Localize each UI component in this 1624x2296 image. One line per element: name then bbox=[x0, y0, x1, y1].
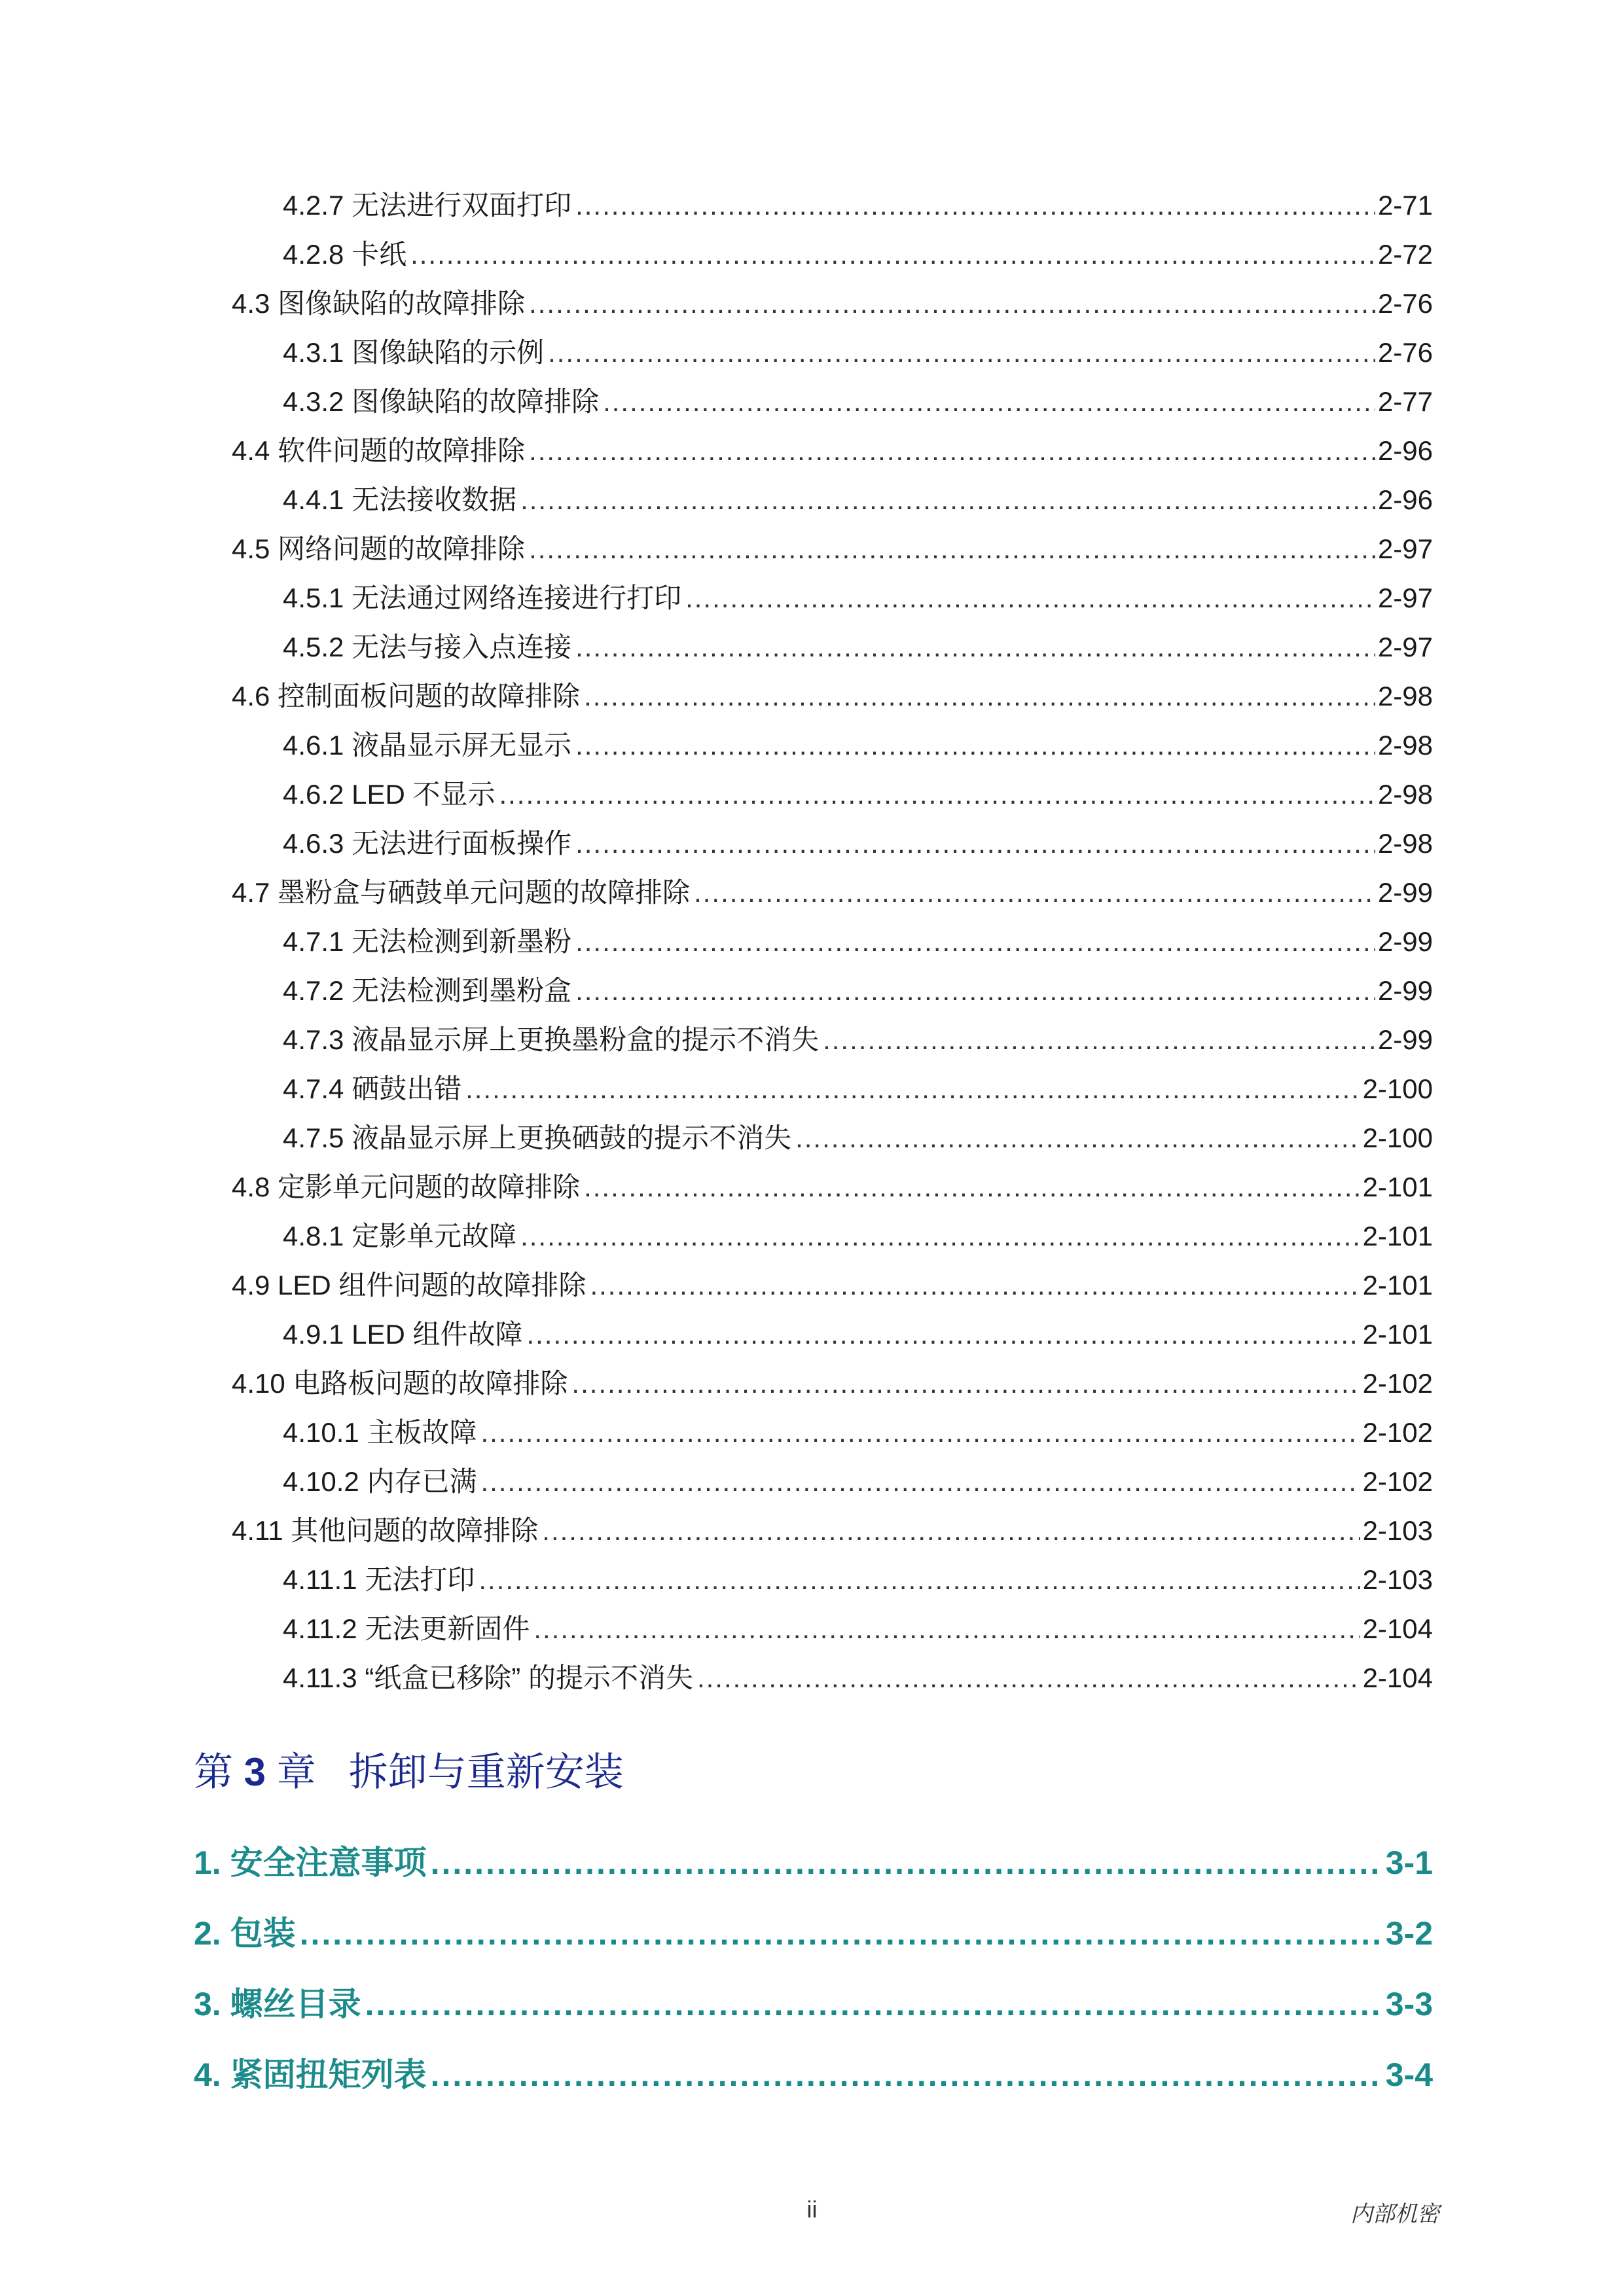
toc-dot-leader bbox=[697, 1657, 1360, 1699]
toc-entry-page: 2-98 bbox=[1377, 681, 1433, 711]
toc-entry-page: 2-103 bbox=[1362, 1564, 1433, 1595]
toc-entry-label: 4.5 网络问题的故障排除 bbox=[232, 533, 526, 564]
toc-entry-label: 4.7.4 硒鼓出错 bbox=[283, 1073, 462, 1104]
toc-dot-leader bbox=[590, 1265, 1360, 1306]
toc-dot-leader bbox=[520, 479, 1375, 521]
chapter-prefix: 第 bbox=[194, 1750, 233, 1794]
toc-dot-leader bbox=[533, 1608, 1360, 1650]
toc-entry-label: 4.6.1 液晶显示屏无显示 bbox=[283, 730, 572, 761]
toc-entry-label: 4.7.3 液晶显示屏上更换墨粉盒的提示不消失 bbox=[283, 1024, 820, 1055]
toc-entry-page: 2-101 bbox=[1362, 1319, 1433, 1350]
toc-entry-page: 2-76 bbox=[1377, 288, 1433, 319]
toc-entry-label: 4.11 其他问题的故障排除 bbox=[232, 1515, 539, 1546]
toc-entry-label: 4.5.2 无法与接入点连接 bbox=[283, 632, 572, 662]
toc-entry[interactable] bbox=[283, 332, 1433, 374]
toc-entry-label: 4.3.1 图像缺陷的示例 bbox=[283, 337, 545, 368]
toc-entry-page: 2-99 bbox=[1377, 975, 1433, 1006]
toc-entry-page: 2-98 bbox=[1377, 828, 1433, 859]
toc-dot-leader bbox=[520, 1215, 1360, 1257]
toc-entry-label: 4.3.2 图像缺陷的故障排除 bbox=[283, 386, 600, 417]
toc-entry-label: 4.7 墨粉盒与硒鼓单元问题的故障排除 bbox=[232, 877, 691, 908]
toc-entry[interactable] bbox=[232, 1265, 1433, 1306]
toc-entry-label: 4.7.1 无法检测到新墨粉 bbox=[283, 926, 572, 957]
toc-entry-label: 4.6 控制面板问题的故障排除 bbox=[232, 681, 581, 711]
toc-entry[interactable] bbox=[283, 921, 1433, 963]
toc-entry-label: 4.2.8 卡纸 bbox=[283, 239, 407, 270]
toc-entry-page: 2-97 bbox=[1377, 533, 1433, 564]
toc-entry[interactable] bbox=[283, 479, 1433, 521]
chapter-heading bbox=[194, 1746, 624, 1799]
toc-entry-page: 2-100 bbox=[1362, 1073, 1433, 1104]
toc-dot-leader bbox=[685, 577, 1375, 619]
toc-entry[interactable] bbox=[283, 185, 1433, 226]
toc-dot-leader bbox=[823, 1019, 1375, 1061]
chapter-title: 拆卸与重新安装 bbox=[348, 1750, 624, 1794]
confidential-label: 内部机密 bbox=[1350, 2201, 1439, 2227]
toc-entry[interactable] bbox=[283, 1068, 1433, 1110]
toc-entry-label: 4.11.2 无法更新固件 bbox=[283, 1613, 530, 1644]
toc-entry-label: 4.6.3 无法进行面板操作 bbox=[283, 828, 572, 859]
toc-dot-leader bbox=[575, 626, 1375, 668]
toc-entry[interactable] bbox=[283, 774, 1433, 816]
chapter-entry-label: 2. 包装 bbox=[194, 1915, 296, 1952]
toc-dot-leader bbox=[575, 185, 1375, 226]
toc-entry[interactable] bbox=[283, 234, 1433, 276]
toc-entry-page: 2-100 bbox=[1362, 1122, 1433, 1153]
toc-entry-label: 4.11.1 无法打印 bbox=[283, 1564, 475, 1595]
toc-dot-leader bbox=[478, 1559, 1360, 1601]
toc-entry[interactable] bbox=[283, 1461, 1433, 1503]
toc-entry-label: 4.4 软件问题的故障排除 bbox=[232, 435, 526, 466]
toc-dot-leader bbox=[548, 332, 1375, 374]
toc-entry-page: 2-101 bbox=[1362, 1221, 1433, 1251]
toc-entry-label: 4.8 定影单元问题的故障排除 bbox=[232, 1172, 581, 1202]
chapter-entry-label: 3. 螺丝目录 bbox=[194, 1986, 361, 2022]
chapter-suffix: 章 bbox=[276, 1750, 316, 1794]
toc-entry[interactable] bbox=[283, 1412, 1433, 1454]
toc-dot-leader bbox=[603, 381, 1375, 423]
chapter-entry-label: 4. 紧固扭矩列表 bbox=[194, 2056, 427, 2093]
toc-entry[interactable] bbox=[283, 577, 1433, 619]
toc-entry-page: 2-101 bbox=[1362, 1172, 1433, 1202]
toc-entry-page: 2-101 bbox=[1362, 1270, 1433, 1300]
toc-entry[interactable] bbox=[283, 626, 1433, 668]
toc-entry-label: 4.8.1 定影单元故障 bbox=[283, 1221, 517, 1251]
toc-entry-page: 2-76 bbox=[1377, 337, 1433, 368]
toc-entry-page: 2-97 bbox=[1377, 583, 1433, 613]
toc-entry-page: 2-102 bbox=[1362, 1368, 1433, 1399]
toc-entry-label: 4.7.5 液晶显示屏上更换硒鼓的提示不消失 bbox=[283, 1122, 792, 1153]
toc-dot-leader bbox=[575, 921, 1375, 963]
toc-entry-page: 2-72 bbox=[1377, 239, 1433, 270]
toc-entry-page: 2-96 bbox=[1377, 484, 1433, 515]
toc-dot-leader bbox=[584, 1166, 1360, 1208]
toc-entry-page: 2-96 bbox=[1377, 435, 1433, 466]
toc-entry-label: 4.4.1 无法接收数据 bbox=[283, 484, 517, 515]
toc-entry[interactable] bbox=[232, 1363, 1433, 1405]
toc-entry[interactable] bbox=[283, 1117, 1433, 1159]
toc-dot-leader bbox=[431, 2049, 1383, 2101]
toc-entry-page: 2-104 bbox=[1362, 1662, 1433, 1693]
toc-entry-label: 4.10 电路板问题的故障排除 bbox=[232, 1368, 568, 1399]
toc-dot-leader bbox=[529, 528, 1375, 570]
toc-entry[interactable] bbox=[232, 528, 1433, 570]
toc-dot-leader bbox=[480, 1412, 1360, 1454]
toc-entry[interactable] bbox=[283, 1657, 1433, 1699]
toc-entry[interactable] bbox=[232, 872, 1433, 914]
toc-entry[interactable] bbox=[232, 430, 1433, 472]
toc-entry[interactable] bbox=[232, 1166, 1433, 1208]
toc-dot-leader bbox=[529, 283, 1375, 325]
toc-entry[interactable] bbox=[283, 725, 1433, 766]
chapter-entry[interactable] bbox=[194, 1978, 1433, 2030]
toc-dot-leader bbox=[584, 675, 1375, 717]
toc-entry-page: 2-103 bbox=[1362, 1515, 1433, 1546]
toc-entry-label: 4.11.3 “纸盒已移除” 的提示不消失 bbox=[283, 1662, 693, 1693]
toc-entry[interactable] bbox=[283, 1608, 1433, 1650]
toc-dot-leader bbox=[499, 774, 1375, 816]
toc-entry[interactable] bbox=[283, 381, 1433, 423]
toc-entry-page: 2-98 bbox=[1377, 779, 1433, 810]
toc-entry-label: 4.2.7 无法进行双面打印 bbox=[283, 190, 572, 221]
toc-entry[interactable] bbox=[232, 283, 1433, 325]
toc-entry[interactable] bbox=[283, 1559, 1433, 1601]
toc-entry-label: 4.9 LED 组件问题的故障排除 bbox=[232, 1270, 586, 1300]
toc-entry[interactable] bbox=[232, 1510, 1433, 1552]
toc-entry[interactable] bbox=[232, 675, 1433, 717]
toc-dot-leader bbox=[575, 970, 1375, 1012]
chapter-entry[interactable] bbox=[194, 1907, 1433, 1960]
toc-dot-leader bbox=[526, 1314, 1360, 1355]
toc-entry[interactable] bbox=[283, 1215, 1433, 1257]
toc-dot-leader bbox=[575, 725, 1375, 766]
toc-dot-leader bbox=[431, 1837, 1383, 1889]
toc-dot-leader bbox=[480, 1461, 1360, 1503]
toc-dot-leader bbox=[571, 1363, 1360, 1405]
chapter-entry-label: 1. 安全注意事项 bbox=[194, 1844, 427, 1881]
toc-entry[interactable] bbox=[283, 970, 1433, 1012]
page-number: ii bbox=[806, 2196, 818, 2223]
toc-entry-label: 4.7.2 无法检测到墨粉盒 bbox=[283, 975, 572, 1006]
toc-dot-leader bbox=[365, 1978, 1383, 2030]
toc-entry-page: 2-97 bbox=[1377, 632, 1433, 662]
toc-entry[interactable] bbox=[283, 1314, 1433, 1355]
toc-entry-label: 4.9.1 LED 组件故障 bbox=[283, 1319, 523, 1350]
toc-entry-page: 2-104 bbox=[1362, 1613, 1433, 1644]
chapter-entry-page: 3-2 bbox=[1385, 1915, 1433, 1952]
toc-entry[interactable] bbox=[283, 823, 1433, 865]
toc-entry-page: 2-102 bbox=[1362, 1417, 1433, 1448]
chapter-entry[interactable] bbox=[194, 1837, 1433, 1889]
toc-dot-leader bbox=[694, 872, 1375, 914]
toc-entry-page: 2-77 bbox=[1377, 386, 1433, 417]
toc-entry-label: 4.10.2 内存已满 bbox=[283, 1466, 477, 1497]
toc-dot-leader bbox=[529, 430, 1375, 472]
chapter-entry-page: 3-4 bbox=[1385, 2056, 1433, 2093]
toc-dot-leader bbox=[795, 1117, 1360, 1159]
toc-entry-label: 4.3 图像缺陷的故障排除 bbox=[232, 288, 526, 319]
toc-dot-leader bbox=[410, 234, 1375, 276]
toc-entry-page: 2-71 bbox=[1377, 190, 1433, 221]
toc-entry-page: 2-99 bbox=[1377, 1024, 1433, 1055]
toc-dot-leader bbox=[575, 823, 1375, 865]
chapter-entry-page: 3-1 bbox=[1385, 1844, 1433, 1881]
chapter-entry[interactable] bbox=[194, 2049, 1433, 2101]
toc-dot-leader bbox=[542, 1510, 1360, 1552]
toc-entry-page: 2-99 bbox=[1377, 926, 1433, 957]
toc-entry-label: 4.6.2 LED 不显示 bbox=[283, 779, 496, 810]
toc-entry-page: 2-98 bbox=[1377, 730, 1433, 761]
toc-dot-leader bbox=[300, 1907, 1383, 1960]
toc-dot-leader bbox=[465, 1068, 1360, 1110]
chapter-number: 3 bbox=[244, 1750, 266, 1794]
toc-entry-label: 4.10.1 主板故障 bbox=[283, 1417, 477, 1448]
toc-entry[interactable] bbox=[283, 1019, 1433, 1061]
toc-entry-page: 2-102 bbox=[1362, 1466, 1433, 1497]
toc-entry-page: 2-99 bbox=[1377, 877, 1433, 908]
chapter-entry-page: 3-3 bbox=[1385, 1986, 1433, 2022]
toc-entry-label: 4.5.1 无法通过网络连接进行打印 bbox=[283, 583, 682, 613]
